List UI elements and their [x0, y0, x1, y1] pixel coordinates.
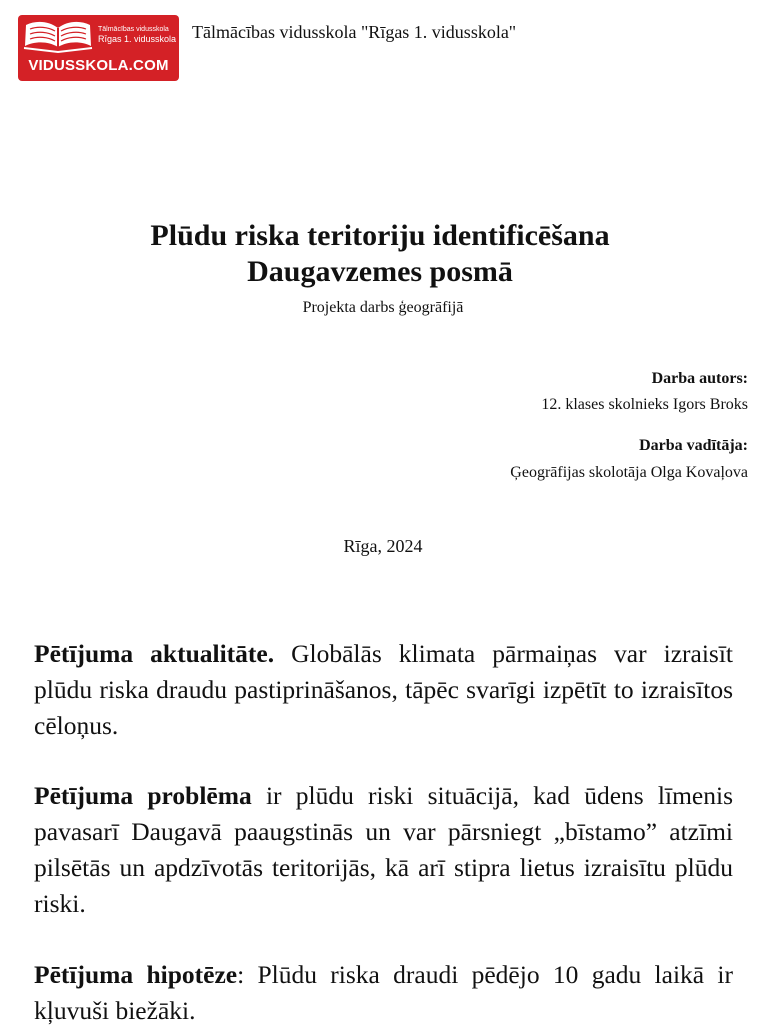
school-name: Tālmācības vidusskola "Rīgas 1. vidusskola"	[192, 22, 517, 42]
document-subtitle: Projekta darbs ģeogrāfijā	[302, 299, 464, 316]
place-date: Rīga, 2024	[343, 536, 423, 556]
logo-line-1: Tālmācības vidusskola	[98, 26, 169, 33]
hypothesis-text: : Plūdu riska draudi pēdējo 10 gadu laikā ir kļuvuši biežāki.	[34, 960, 733, 1025]
document-title	[0, 218, 760, 290]
hypothesis-paragraph	[34, 957, 733, 1029]
relevance-term: Pētījuma aktualitāte.	[34, 639, 275, 668]
author-label: Darba autors:	[651, 370, 748, 387]
open-book-icon	[18, 15, 98, 57]
logo-line-2: Rīgas 1. vidusskola	[98, 34, 177, 44]
title-line-1: Plūdu riska teritoriju identificēšana	[150, 219, 610, 252]
supervisor-label: Darba vadītāja:	[639, 437, 748, 454]
title-line-2: Daugavzemes posmā	[247, 255, 513, 288]
relevance-paragraph	[34, 636, 733, 744]
supervisor-name: Ģeogrāfijas skolotāja Olga Kovaļova	[510, 464, 748, 481]
hypothesis-term: Pētījuma hipotēze	[34, 960, 238, 989]
problem-paragraph	[34, 778, 733, 922]
relevance-text: Globālās klimata pārmaiņas var izraisīt plūdu riska draudu pastiprināšanos, tāpēc svarīgi izpētīt to izraisītos cēloņus.	[34, 639, 734, 740]
problem-text: ir plūdu riski situācijā, kad ūdens līmenis pavasarī Daugavā paaugstinās un var pārsniegt „bīstamo” atzīmi pilsētās un apdzīvotās teritorijās, kā arī stipra lietus izraisītu plūdu riski.	[34, 781, 733, 918]
logo-brand-text: VIDUSSKOLA.COM	[28, 57, 169, 74]
school-logo	[18, 15, 179, 81]
author-name: 12. klases skolnieks Igors Broks	[541, 396, 748, 413]
problem-term: Pētījuma problēma	[34, 781, 252, 810]
